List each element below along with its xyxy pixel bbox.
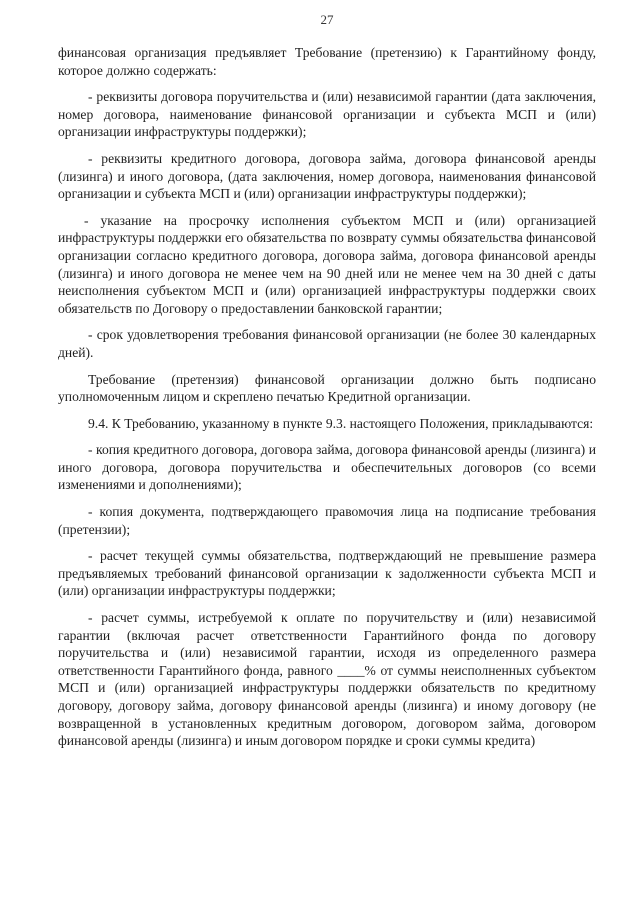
paragraph-guarantee-details: - реквизиты договора поручительства и (или) независимой гарантии (дата заключения, номер договора, наименование финансовой организации и субъекта МСП и (или) организации инфраструктуры поддержки); xyxy=(58,89,596,140)
page-number: 27 xyxy=(320,12,334,27)
paragraph-contract-copies: - копия кредитного договора, договора займа, договора финансовой аренды (лизинга) и иного договора, договора поручительства и обеспечительных договоров (со всеми изменениями и дополнениями); xyxy=(58,442,596,493)
paragraph-obligation-calculation: - расчет текущей суммы обязательства, подтверждающий не превышение размера предъявляемых требований финансовой организации к задолженности субъекта МСП и (или) организации инфраструктуры поддержки; xyxy=(58,548,596,599)
paragraph-section-9-4: 9.4. К Требованию, указанному в пункте 9.3. настоящего Положения, прикладываются: xyxy=(88,415,594,431)
paragraph-overdue-indication: - указание на просрочку исполнения субъектом МСП и (или) организацией инфраструктуры поддержки его обязательства по возврату суммы обязательства финансовой организации согласно кредитного договора, договора займа, договора финансовой аренды (лизинга) и иного договора не менее чем на 90 дней или не менее чем на 30 дней с даты неисполнения субъектом МСП и (или) организацией инфраструктуры поддержки своих обязательств по Договору о предоставлении банковской гарантии; xyxy=(58,212,597,316)
paragraph-signature-requirement: Требование (претензия) финансовой организации должно быть подписано уполномоченным лицом и скреплено печатью Кредитной организации. xyxy=(58,371,596,405)
paragraph-claim-amount-calculation: - расчет суммы, истребуемой к оплате по поручительству и (или) независимой гарантии (включая расчет ответственности Гарантийного фонда по договору поручительства и (или) независимой гарантии, исходя из определенного размера ответственности Гарантийного фонда, равного ____% от суммы неисполненных субъектом МСП и (или) организацией инфраструктуры поддержки обязательств по кредитному договору, договору займа, договору финансовой аренды (лизинга) и иному договору (не возвращенной в установленных кредитным договором, договором займа, договором финансовой аренды (лизинга) и иным договором порядке и сроки суммы кредита) xyxy=(58,610,596,749)
paragraph-claim-term: - срок удовлетворения требования финансовой организации (не более 30 календарных дней). xyxy=(58,327,596,360)
paragraph-credit-details: - реквизиты кредитного договора, договора займа, договора финансовой аренды (лизинга) и иного договора, (дата заключения, номер договора, наименования финансовой организации и субъекта МСП и (или) организации инфраструктуры поддержки); xyxy=(58,150,596,202)
paragraph-intro: финансовая организация предъявляет Требование (претензию) к Гарантийному фонду, которое должно содержать: xyxy=(58,45,596,78)
paragraph-authority-copy: - копия документа, подтверждающего правомочия лица на подписание требования (претензии); xyxy=(58,504,596,537)
